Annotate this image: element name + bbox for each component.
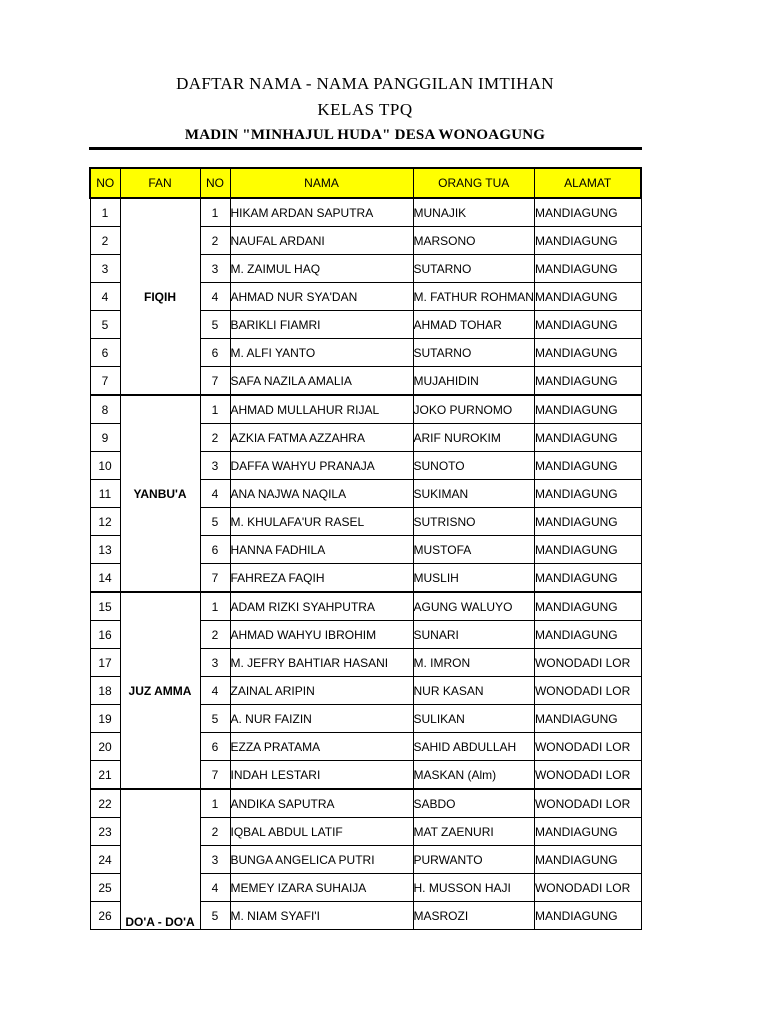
cell-no: 17	[90, 649, 120, 677]
cell-orang-tua: AHMAD TOHAR	[413, 311, 534, 339]
cell-no-in-group: 4	[200, 283, 230, 311]
cell-alamat: WONODADI LOR	[534, 733, 641, 761]
cell-alamat: MANDIAGUNG	[534, 536, 641, 564]
cell-fan: DO'A - DO'A	[120, 789, 200, 930]
cell-no-in-group: 4	[200, 874, 230, 902]
cell-orang-tua: SUKIMAN	[413, 480, 534, 508]
cell-no: 8	[90, 395, 120, 424]
cell-no-in-group: 4	[200, 480, 230, 508]
cell-nama: IQBAL ABDUL LATIF	[230, 818, 413, 846]
table-row	[90, 395, 641, 424]
cell-fan: JUZ AMMA	[120, 592, 200, 789]
cell-no-in-group: 3	[200, 255, 230, 283]
cell-no-in-group: 2	[200, 818, 230, 846]
cell-orang-tua: SUTRISNO	[413, 508, 534, 536]
cell-no: 23	[90, 818, 120, 846]
cell-orang-tua: NUR KASAN	[413, 677, 534, 705]
cell-orang-tua: MUSLIH	[413, 564, 534, 593]
cell-nama: A. NUR FAIZIN	[230, 705, 413, 733]
cell-alamat: MANDIAGUNG	[534, 705, 641, 733]
table-row	[90, 592, 641, 621]
cell-alamat: WONODADI LOR	[534, 874, 641, 902]
cell-no-in-group: 1	[200, 198, 230, 227]
document-subtitle: KELAS TPQ	[317, 100, 413, 119]
student-roster-table	[89, 167, 642, 930]
cell-alamat: MANDIAGUNG	[534, 367, 641, 396]
cell-alamat: MANDIAGUNG	[534, 818, 641, 846]
cell-nama: M. KHULAFA'UR RASEL	[230, 508, 413, 536]
cell-nama: ADAM RIZKI SYAHPUTRA	[230, 592, 413, 621]
table-header-row	[90, 168, 641, 198]
cell-nama: NAUFAL ARDANI	[230, 227, 413, 255]
cell-alamat: MANDIAGUNG	[534, 395, 641, 424]
cell-nama: M. ALFI YANTO	[230, 339, 413, 367]
cell-no: 15	[90, 592, 120, 621]
cell-orang-tua: SUNOTO	[413, 452, 534, 480]
cell-alamat: MANDIAGUNG	[534, 902, 641, 930]
cell-fan: YANBU'A	[120, 395, 200, 592]
cell-orang-tua: SAHID ABDULLAH	[413, 733, 534, 761]
table-row	[90, 789, 641, 818]
cell-no-in-group: 7	[200, 564, 230, 593]
cell-nama: M. ZAIMUL HAQ	[230, 255, 413, 283]
cell-no-in-group: 1	[200, 395, 230, 424]
cell-no-in-group: 7	[200, 367, 230, 396]
column-header-nama: NAMA	[230, 168, 413, 198]
cell-no: 9	[90, 424, 120, 452]
cell-no: 13	[90, 536, 120, 564]
cell-nama: M. JEFRY BAHTIAR HASANI	[230, 649, 413, 677]
cell-alamat: MANDIAGUNG	[534, 508, 641, 536]
cell-alamat: MANDIAGUNG	[534, 255, 641, 283]
cell-nama: AHMAD NUR SYA'DAN	[230, 283, 413, 311]
cell-nama: MEMEY IZARA SUHAIJA	[230, 874, 413, 902]
cell-nama: SAFA NAZILA AMALIA	[230, 367, 413, 396]
cell-no: 5	[90, 311, 120, 339]
cell-no: 16	[90, 621, 120, 649]
cell-fan: FIQIH	[120, 198, 200, 395]
cell-nama: INDAH LESTARI	[230, 761, 413, 790]
cell-alamat: MANDIAGUNG	[534, 198, 641, 227]
cell-no: 1	[90, 198, 120, 227]
cell-no-in-group: 1	[200, 592, 230, 621]
cell-no-in-group: 5	[200, 705, 230, 733]
cell-alamat: WONODADI LOR	[534, 677, 641, 705]
cell-no-in-group: 7	[200, 761, 230, 790]
cell-alamat: MANDIAGUNG	[534, 621, 641, 649]
cell-nama: FAHREZA FAQIH	[230, 564, 413, 593]
cell-no: 24	[90, 846, 120, 874]
cell-alamat: MANDIAGUNG	[534, 227, 641, 255]
cell-no-in-group: 2	[200, 621, 230, 649]
column-header-orang-tua: ORANG TUA	[413, 168, 534, 198]
cell-orang-tua: MAT ZAENURI	[413, 818, 534, 846]
cell-nama: HANNA FADHILA	[230, 536, 413, 564]
table-body	[90, 198, 641, 930]
cell-no: 10	[90, 452, 120, 480]
cell-alamat: MANDIAGUNG	[534, 480, 641, 508]
cell-no-in-group: 6	[200, 339, 230, 367]
cell-orang-tua: SUTARNO	[413, 255, 534, 283]
column-header-fan: FAN	[120, 168, 200, 198]
cell-no: 2	[90, 227, 120, 255]
table-row	[90, 198, 641, 227]
cell-orang-tua: AGUNG WALUYO	[413, 592, 534, 621]
cell-orang-tua: JOKO PURNOMO	[413, 395, 534, 424]
document-title: DAFTAR NAMA - NAMA PANGGILAN IMTIHAN	[176, 74, 554, 93]
cell-alamat: MANDIAGUNG	[534, 339, 641, 367]
cell-no: 6	[90, 339, 120, 367]
cell-alamat: MANDIAGUNG	[534, 311, 641, 339]
column-header-alamat: ALAMAT	[534, 168, 641, 198]
cell-nama: ANDIKA SAPUTRA	[230, 789, 413, 818]
cell-no-in-group: 5	[200, 902, 230, 930]
cell-no: 19	[90, 705, 120, 733]
cell-orang-tua: MASROZI	[413, 902, 534, 930]
cell-no-in-group: 4	[200, 677, 230, 705]
cell-nama: ZAINAL ARIPIN	[230, 677, 413, 705]
cell-no: 20	[90, 733, 120, 761]
cell-orang-tua: MARSONO	[413, 227, 534, 255]
cell-nama: EZZA PRATAMA	[230, 733, 413, 761]
cell-nama: ANA NAJWA NAQILA	[230, 480, 413, 508]
cell-no-in-group: 6	[200, 536, 230, 564]
cell-no-in-group: 3	[200, 452, 230, 480]
cell-no: 26	[90, 902, 120, 930]
cell-no: 4	[90, 283, 120, 311]
cell-orang-tua: ARIF NUROKIM	[413, 424, 534, 452]
cell-no: 22	[90, 789, 120, 818]
cell-no-in-group: 3	[200, 846, 230, 874]
cell-alamat: MANDIAGUNG	[534, 564, 641, 593]
cell-orang-tua: SABDO	[413, 789, 534, 818]
cell-alamat: MANDIAGUNG	[534, 452, 641, 480]
cell-orang-tua: PURWANTO	[413, 846, 534, 874]
cell-orang-tua: SUNARI	[413, 621, 534, 649]
cell-no-in-group: 6	[200, 733, 230, 761]
cell-no: 7	[90, 367, 120, 396]
cell-orang-tua: SUTARNO	[413, 339, 534, 367]
cell-no-in-group: 2	[200, 227, 230, 255]
cell-no-in-group: 3	[200, 649, 230, 677]
cell-alamat: MANDIAGUNG	[534, 424, 641, 452]
cell-no: 14	[90, 564, 120, 593]
cell-orang-tua: MUJAHIDIN	[413, 367, 534, 396]
cell-alamat: MANDIAGUNG	[534, 846, 641, 874]
cell-nama: M. NIAM SYAFI'I	[230, 902, 413, 930]
cell-nama: BARIKLI FIAMRI	[230, 311, 413, 339]
cell-nama: DAFFA WAHYU PRANAJA	[230, 452, 413, 480]
cell-orang-tua: M. FATHUR ROHMAN	[413, 283, 534, 311]
cell-orang-tua: SULIKAN	[413, 705, 534, 733]
cell-alamat: WONODADI LOR	[534, 649, 641, 677]
cell-nama: HIKAM ARDAN SAPUTRA	[230, 198, 413, 227]
cell-orang-tua: MASKAN (Alm)	[413, 761, 534, 790]
title-divider	[89, 147, 642, 150]
cell-no-in-group: 5	[200, 508, 230, 536]
cell-no-in-group: 5	[200, 311, 230, 339]
cell-nama: BUNGA ANGELICA PUTRI	[230, 846, 413, 874]
cell-alamat: MANDIAGUNG	[534, 592, 641, 621]
cell-no: 3	[90, 255, 120, 283]
cell-no: 21	[90, 761, 120, 790]
cell-nama: AHMAD MULLAHUR RIJAL	[230, 395, 413, 424]
cell-orang-tua: MUSTOFA	[413, 536, 534, 564]
cell-no: 12	[90, 508, 120, 536]
institution-name: MADIN "MINHAJUL HUDA" DESA WONOAGUNG	[184, 127, 546, 143]
cell-nama: AZKIA FATMA AZZAHRA	[230, 424, 413, 452]
cell-nama: AHMAD WAHYU IBROHIM	[230, 621, 413, 649]
cell-orang-tua: H. MUSSON HAJI	[413, 874, 534, 902]
cell-orang-tua: MUNAJIK	[413, 198, 534, 227]
cell-alamat: WONODADI LOR	[534, 761, 641, 790]
cell-no: 18	[90, 677, 120, 705]
cell-alamat: WONODADI LOR	[534, 789, 641, 818]
cell-alamat: MANDIAGUNG	[534, 283, 641, 311]
column-header-no: NO	[90, 168, 120, 198]
cell-orang-tua: M. IMRON	[413, 649, 534, 677]
column-header-no2: NO	[200, 168, 230, 198]
cell-no-in-group: 2	[200, 424, 230, 452]
cell-no: 11	[90, 480, 120, 508]
cell-no: 25	[90, 874, 120, 902]
cell-no-in-group: 1	[200, 789, 230, 818]
